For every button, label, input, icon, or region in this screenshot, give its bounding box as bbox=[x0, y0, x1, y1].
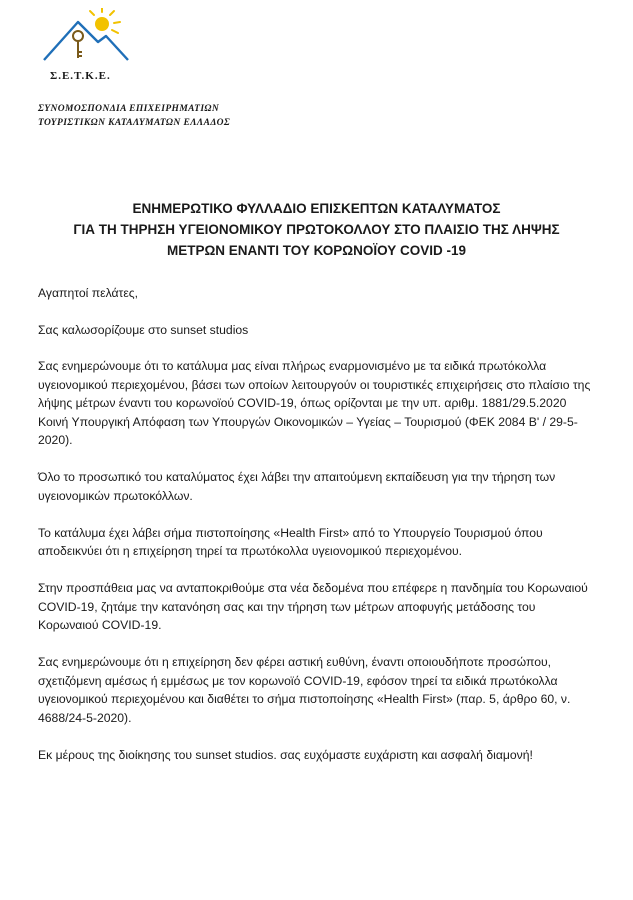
organization-name bbox=[38, 102, 230, 130]
letter-body bbox=[38, 284, 598, 783]
title-line-1: ΕΝΗΜΕΡΩΤΙΚΟ ΦΥΛΛΑΔΙΟ ΕΠΙΣΚΕΠΤΩΝ ΚΑΤΑΛΥΜΑΤΟΣ bbox=[132, 201, 501, 216]
paragraph-liability: Σας ενημερώνουμε ότι η επιχείρηση δεν φέρει αστική ευθύνη, έναντι οποιουδήποτε προσώπου, σχετιζόμενη αμέσως ή εμμέσως με τον κορωνοϊό COVID-19, εφόσον τηρεί τα ειδικά πρωτόκολλα υγειονομικού περιεχομένου και διαθέτει το σήμα πιστοποίησης «Health First» (παρ. 5, άρθρο 60, ν. 4688/24-5-2020). bbox=[38, 655, 571, 725]
org-line-2: ΤΟΥΡΙΣΤΙΚΩΝ ΚΑΤΑΛΥΜΑΤΩΝ ΕΛΛΑΔΟΣ bbox=[38, 118, 231, 128]
greeting: Αγαπητοί πελάτες, bbox=[38, 286, 139, 300]
sun-mountain-key-icon bbox=[40, 8, 132, 68]
welcome-line: Σας καλωσορίζουμε στο sunset studios bbox=[38, 322, 249, 337]
org-line-1: ΣΥΝΟΜΟΣΠΟΝΔΙΑ ΕΠΙΧΕΙΡΗΜΑΤΙΩΝ bbox=[38, 104, 220, 114]
paragraph-cooperation: Στην προσπάθεια μας να ανταποκριθούμε στα νέα δεδομένα που επέφερε η πανδημία του Κορωναιού COVID-19, ζητάμε την κατανόηση σας και την τήρηση των μέτρων αποφυγής μετάδοσης του Κορωναιού COVID-19. bbox=[38, 581, 588, 632]
closing-line: Εκ μέρους της διοίκησης του sunset studios. σας ευχόμαστε ευχάριστη και ασφαλή διαμονή! bbox=[38, 747, 533, 762]
paragraph-health-first: Το κατάλυμα έχει λάβει σήμα πιστοποίησης «Health First» από το Υπουργείο Τουρισμού όπου αποδεικνύει ότι η επιχείρηση τηρεί τα πρωτόκολλα υγειονομικού περιεχομένου. bbox=[38, 525, 543, 558]
title-line-2: ΓΙΑ ΤΗ ΤΗΡΗΣΗ ΥΓΕΙΟΝΟΜΙΚΟΥ ΠΡΩΤΟΚΟΛΛΟΥ ΣΤΟ ΠΛΑΙΣΙΟ ΤΗΣ ΛΗΨΗΣ bbox=[73, 222, 560, 237]
paragraph-staff-training: Όλο το προσωπικό του καταλύματος έχει λάβει την απαιτούμενη εκπαίδευση για την τήρηση των υγειονομικών πρωτοκόλλων. bbox=[38, 470, 556, 503]
title-line-3: ΜΕΤΡΩΝ ΕΝΑΝΤΙ ΤΟΥ ΚΟΡΩΝΟΪΟΥ COVID -19 bbox=[166, 243, 467, 258]
logo-text: Σ.Ε.Τ.Κ.Ε. bbox=[50, 70, 111, 82]
paragraph-compliance: Σας ενημερώνουμε ότι το κατάλυμα μας είναι πλήρως εναρμονισμένο με τα ειδικά πρωτόκολλα υγειονομικού περιεχομένου, βάσει των οποίων λειτουργούν οι τουριστικές επιχειρήσεις στο πλαίσιο της λήψης μέτρων έναντι του κορωνοϊού COVID-19, όπως ορίζονται με την υπ. αριθμ. 1881/29.5.2020 Κοινή Υπουργική Απόφαση των Υπουργών Οικονομικών – Υγείας – Τουρισμού (ΦΕΚ 2084 Β' / 29-5-2020). bbox=[38, 359, 591, 447]
document-title bbox=[20, 198, 613, 261]
